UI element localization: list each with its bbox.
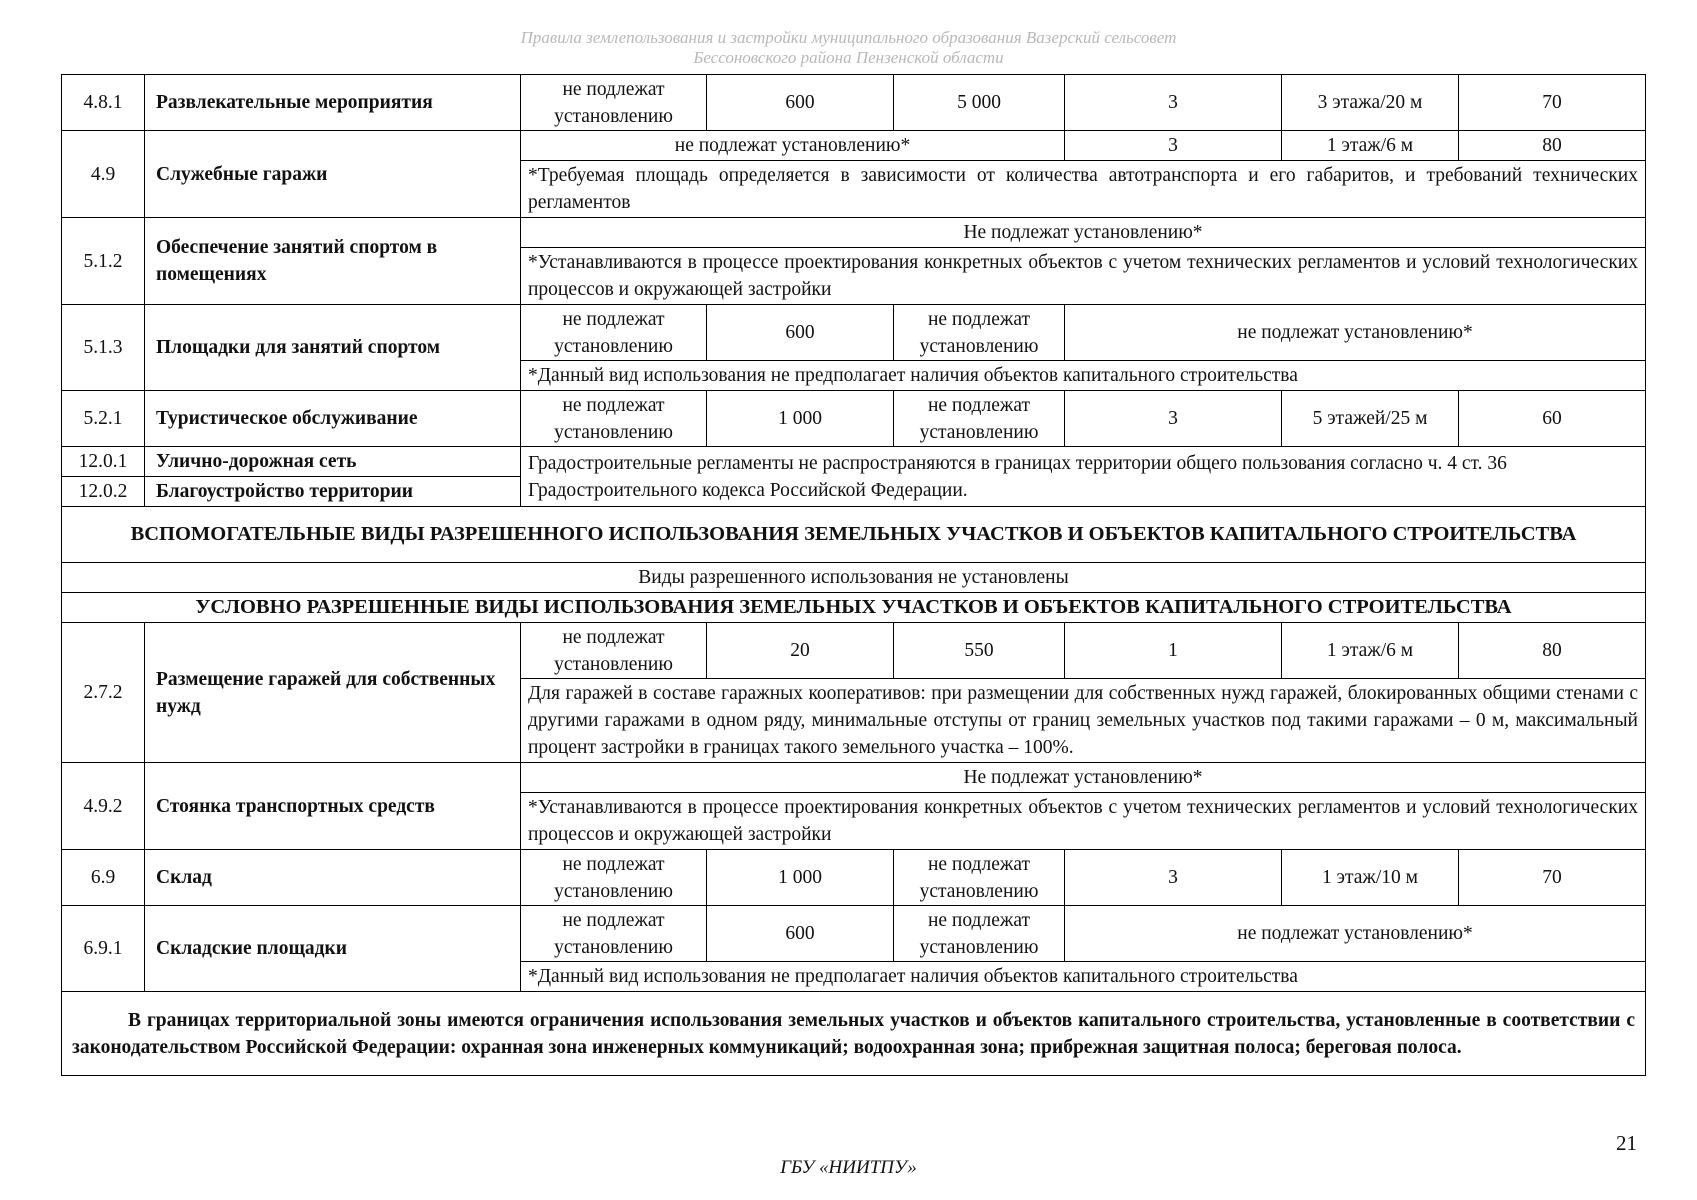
cell-value: 3 bbox=[1065, 131, 1282, 161]
section-row bbox=[62, 593, 1646, 623]
row-name: Складские площадки bbox=[145, 906, 521, 992]
row-code: 12.0.1 bbox=[62, 447, 145, 477]
merged-value: Не подлежат установлению* bbox=[521, 218, 1646, 248]
table-row bbox=[62, 131, 1646, 161]
cell-value: 1 этаж/6 м bbox=[1282, 623, 1459, 679]
cell-value: 80 bbox=[1459, 131, 1646, 161]
section-heading-conditional: УСЛОВНО РАЗРЕШЕННЫЕ ВИДЫ ИСПОЛЬЗОВАНИЯ ЗЕМЕЛЬНЫХ УЧАСТКОВ И ОБЪЕКТОВ КАПИТАЛЬНОГО СТРОИТЕЛЬСТВА bbox=[62, 593, 1646, 623]
cell-value: 3 bbox=[1065, 391, 1282, 447]
cell-value: 1 этаж/6 м bbox=[1282, 131, 1459, 161]
cell-value: 1 000 bbox=[707, 850, 894, 906]
cell-value: 70 bbox=[1459, 75, 1646, 131]
restrictions-note bbox=[62, 992, 1646, 1076]
cell-value: 5 этажей/25 м bbox=[1282, 391, 1459, 447]
row-code: 6.9.1 bbox=[62, 906, 145, 992]
cell-value: 1 000 bbox=[707, 391, 894, 447]
row-name: Туристическое обслуживание bbox=[145, 391, 521, 447]
cell-value: 3 этажа/20 м bbox=[1282, 75, 1459, 131]
cell-value: не подлежат установлению bbox=[521, 305, 707, 361]
row-name: Улично-дорожная сеть bbox=[145, 447, 521, 477]
row-name: Склад bbox=[145, 850, 521, 906]
section-row bbox=[62, 507, 1646, 563]
table-row bbox=[62, 992, 1646, 1076]
row-name: Размещение гаражей для собственных нужд bbox=[145, 623, 521, 763]
cell-value: 70 bbox=[1459, 850, 1646, 906]
merged-value: не подлежат установлению* bbox=[521, 131, 1065, 161]
row-name: Благоустройство территории bbox=[145, 477, 521, 507]
row-code: 5.2.1 bbox=[62, 391, 145, 447]
table-row bbox=[62, 447, 1646, 477]
table-row bbox=[62, 305, 1646, 361]
cell-value: не подлежат установлению bbox=[894, 906, 1065, 962]
cell-value: 1 этаж/10 м bbox=[1282, 850, 1459, 906]
cell-value: 600 bbox=[707, 75, 894, 131]
table-row bbox=[62, 563, 1646, 593]
table-row bbox=[62, 218, 1646, 248]
cell-value: 3 bbox=[1065, 850, 1282, 906]
cell-value: 1 bbox=[1065, 623, 1282, 679]
merged-value: Не подлежат установлению* bbox=[521, 763, 1646, 793]
cell-value: 60 bbox=[1459, 391, 1646, 447]
table-row bbox=[62, 623, 1646, 679]
merged-value: не подлежат установлению* bbox=[1065, 906, 1646, 962]
cell-value: не подлежат установлению bbox=[521, 75, 707, 131]
row-note: *Устанавливаются в процессе проектирования конкретных объектов с учетом технических регламентов и условий технологических процессов и окружающей застройки bbox=[521, 793, 1646, 850]
table-row bbox=[62, 906, 1646, 962]
cell-value: 600 bbox=[707, 906, 894, 962]
row-note: *Требуемая площадь определяется в зависимости от количества автотранспорта и его габаритов, и требований технических регламентов bbox=[521, 161, 1646, 218]
section-heading-auxiliary: ВСПОМОГАТЕЛЬНЫЕ ВИДЫ РАЗРЕШЕННОГО ИСПОЛЬЗОВАНИЯ ЗЕМЕЛЬНЫХ УЧАСТКОВ И ОБЪЕКТОВ КАПИТАЛЬНОГО СТРОИТЕЛЬСТВА bbox=[62, 507, 1646, 563]
cell-value: 20 bbox=[707, 623, 894, 679]
auxiliary-none: Виды разрешенного использования не установлены bbox=[62, 563, 1646, 593]
page-footer: ГБУ «НИИТПУ» bbox=[780, 1157, 917, 1178]
cell-value: не подлежат установлению bbox=[894, 850, 1065, 906]
row-note: *Устанавливаются в процессе проектирования конкретных объектов с учетом технических регламентов и условий технологических процессов и окружающей застройки bbox=[521, 248, 1646, 305]
row-note: *Данный вид использования не предполагает наличия объектов капитального строительства bbox=[521, 962, 1646, 992]
row-name: Развлекательные мероприятия bbox=[145, 75, 521, 131]
cell-value: 550 bbox=[894, 623, 1065, 679]
row-code: 5.1.2 bbox=[62, 218, 145, 305]
page-number: 21 bbox=[1616, 1131, 1637, 1155]
cell-value: не подлежат установлению bbox=[521, 391, 707, 447]
regulations-table bbox=[61, 74, 1646, 1076]
cell-value: 5 000 bbox=[894, 75, 1065, 131]
row-code: 2.7.2 bbox=[62, 623, 145, 763]
table-row bbox=[62, 391, 1646, 447]
header-line-2: Бессоновского района Пензенской области bbox=[693, 48, 1004, 67]
row-code: 12.0.2 bbox=[62, 477, 145, 507]
row-name: Площадки для занятий спортом bbox=[145, 305, 521, 391]
row-note: *Данный вид использования не предполагает наличия объектов капитального строительства bbox=[521, 361, 1646, 391]
cell-value: не подлежат установлению bbox=[521, 623, 707, 679]
row-name: Обеспечение занятий спортом в помещениях bbox=[145, 218, 521, 305]
row-name: Стоянка транспортных средств bbox=[145, 763, 521, 850]
cell-value: не подлежат установлению bbox=[894, 305, 1065, 361]
running-header bbox=[0, 28, 1697, 68]
cell-value: 80 bbox=[1459, 623, 1646, 679]
row-code: 6.9 bbox=[62, 850, 145, 906]
cell-value: 600 bbox=[707, 305, 894, 361]
table-row bbox=[62, 75, 1646, 131]
restrictions-text: В границах территориальной зоны имеются ограничения использования земельных участков и объектов капитального строительства, установленные в соответствии с законодательством Российской Федерации: охранная зона инженерных коммуникаций; водоохранная зона; прибрежная защитная полоса; береговая полоса. bbox=[72, 1009, 1635, 1058]
merged-value: не подлежат установлению* bbox=[1065, 305, 1646, 361]
cell-value: не подлежат установлению bbox=[521, 906, 707, 962]
row-code: 4.9 bbox=[62, 131, 145, 218]
row-name: Служебные гаражи bbox=[145, 131, 521, 218]
table-row bbox=[62, 850, 1646, 906]
row-note: Для гаражей в составе гаражных кооперативов: при размещении для собственных нужд гаражей, блокированных общими стенами с другими гаражами в одном ряду, минимальные отступы от границ земельных участков под такими гаражами – 0 м, максимальный процент застройки в границах такого земельного участка – 100%. bbox=[521, 679, 1646, 763]
cell-value: не подлежат установлению bbox=[521, 850, 707, 906]
header-line-1: Правила землепользования и застройки муниципального образования Вазерский сельсовет bbox=[520, 28, 1177, 47]
row-note: Градостроительные регламенты не распространяются в границах территории общего пользования согласно ч. 4 ст. 36 Градостроительного кодекса Российской Федерации. bbox=[521, 447, 1646, 507]
cell-value: не подлежат установлению bbox=[894, 391, 1065, 447]
row-code: 5.1.3 bbox=[62, 305, 145, 391]
table-row bbox=[62, 763, 1646, 793]
row-code: 4.8.1 bbox=[62, 75, 145, 131]
cell-value: 3 bbox=[1065, 75, 1282, 131]
row-code: 4.9.2 bbox=[62, 763, 145, 850]
